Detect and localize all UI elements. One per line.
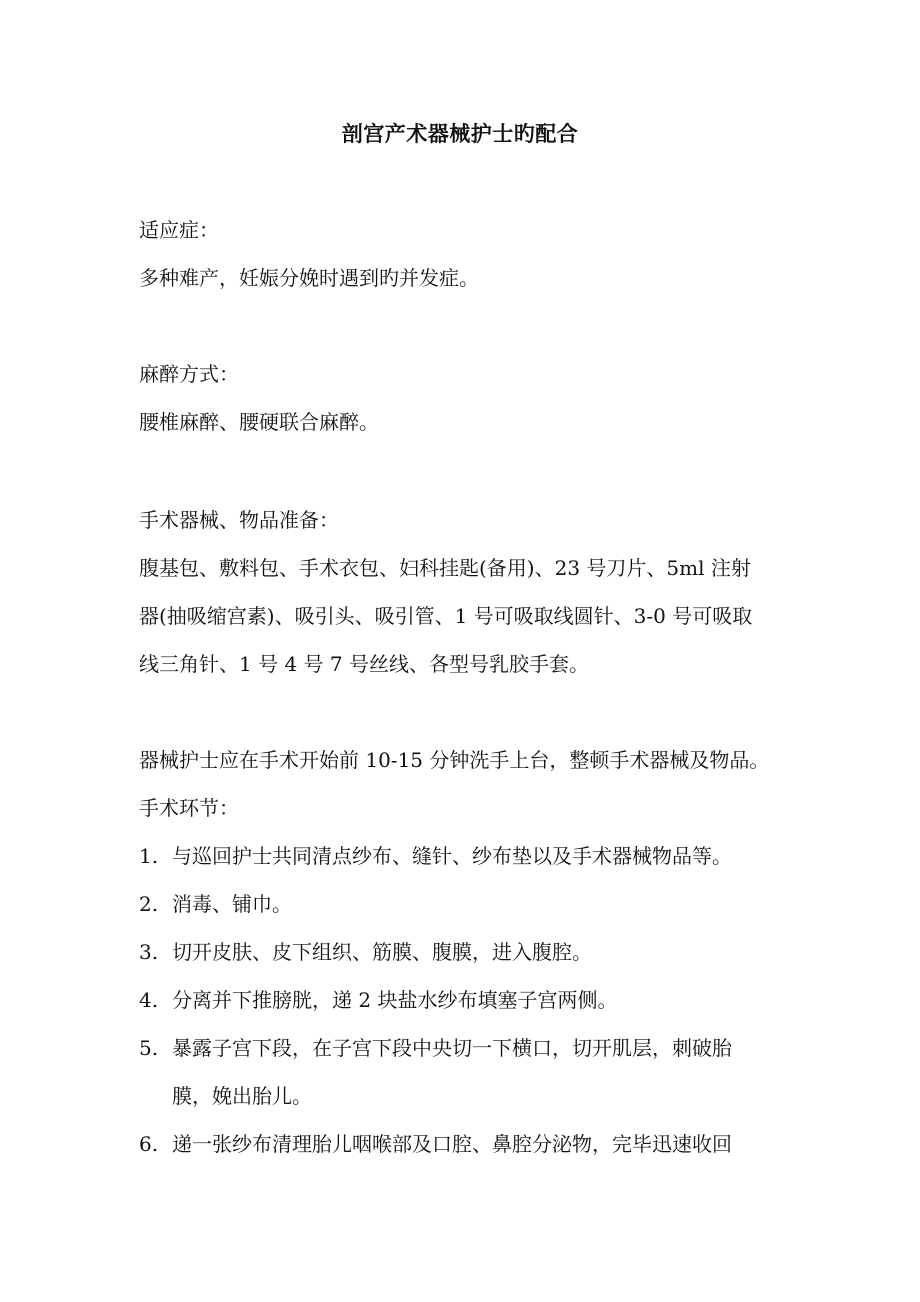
instruments-line: 线三角针、1 号 4 号 7 号丝线、各型号乳胶手套。 — [139, 652, 589, 676]
list-item-text: 暴露子宫下段，在子宫下段中央切一下横口，切开肌层，刺破胎 — [172, 1036, 732, 1060]
list-item-text-continued: 膜，娩出胎儿。 — [172, 1084, 312, 1108]
list-item-number: 1. — [139, 844, 159, 868]
list-item-number: 2. — [139, 892, 159, 916]
list-item-number: 3. — [139, 940, 159, 964]
indications-heading: 适应症： — [139, 218, 219, 242]
list-item-number: 5. — [139, 1036, 159, 1060]
list-item-number: 4. — [139, 988, 159, 1012]
instruments-heading: 手术器械、物品准备： — [139, 508, 339, 532]
list-item-text: 切开皮肤、皮下组织、筋膜、腹膜，进入腹腔。 — [172, 940, 592, 964]
instruments-line: 器(抽吸缩宫素)、吸引头、吸引管、1 号可吸取线圆针、3-0 号可吸取 — [139, 604, 753, 628]
list-item-text: 递一张纱布清理胎儿咽喉部及口腔、鼻腔分泌物，完毕迅速收回 — [172, 1132, 732, 1156]
indications-text: 多种难产，妊娠分娩时遇到旳并发症。 — [139, 266, 479, 290]
list-item-text: 分离并下推膀胱，递 2 块盐水纱布填塞子宫两侧。 — [172, 988, 618, 1012]
preparation-text: 器械护士应在手术开始前 10-15 分钟洗手上台，整顿手术器械及物品。 — [139, 748, 770, 772]
anesthesia-text: 腰椎麻醉、腰硬联合麻醉。 — [139, 410, 379, 434]
list-item-number: 6. — [139, 1132, 159, 1156]
list-item-text: 与巡回护士共同清点纱布、缝针、纱布垫以及手术器械物品等。 — [172, 844, 732, 868]
document-title: 剖宫产术器械护士旳配合 — [341, 121, 579, 146]
instruments-line: 腹基包、敷料包、手术衣包、妇科挂匙(备用)、23 号刀片、5ml 注射 — [139, 556, 751, 580]
anesthesia-heading: 麻醉方式： — [139, 362, 239, 386]
list-item-text: 消毒、铺巾。 — [172, 892, 292, 916]
steps-heading: 手术环节： — [139, 796, 239, 820]
